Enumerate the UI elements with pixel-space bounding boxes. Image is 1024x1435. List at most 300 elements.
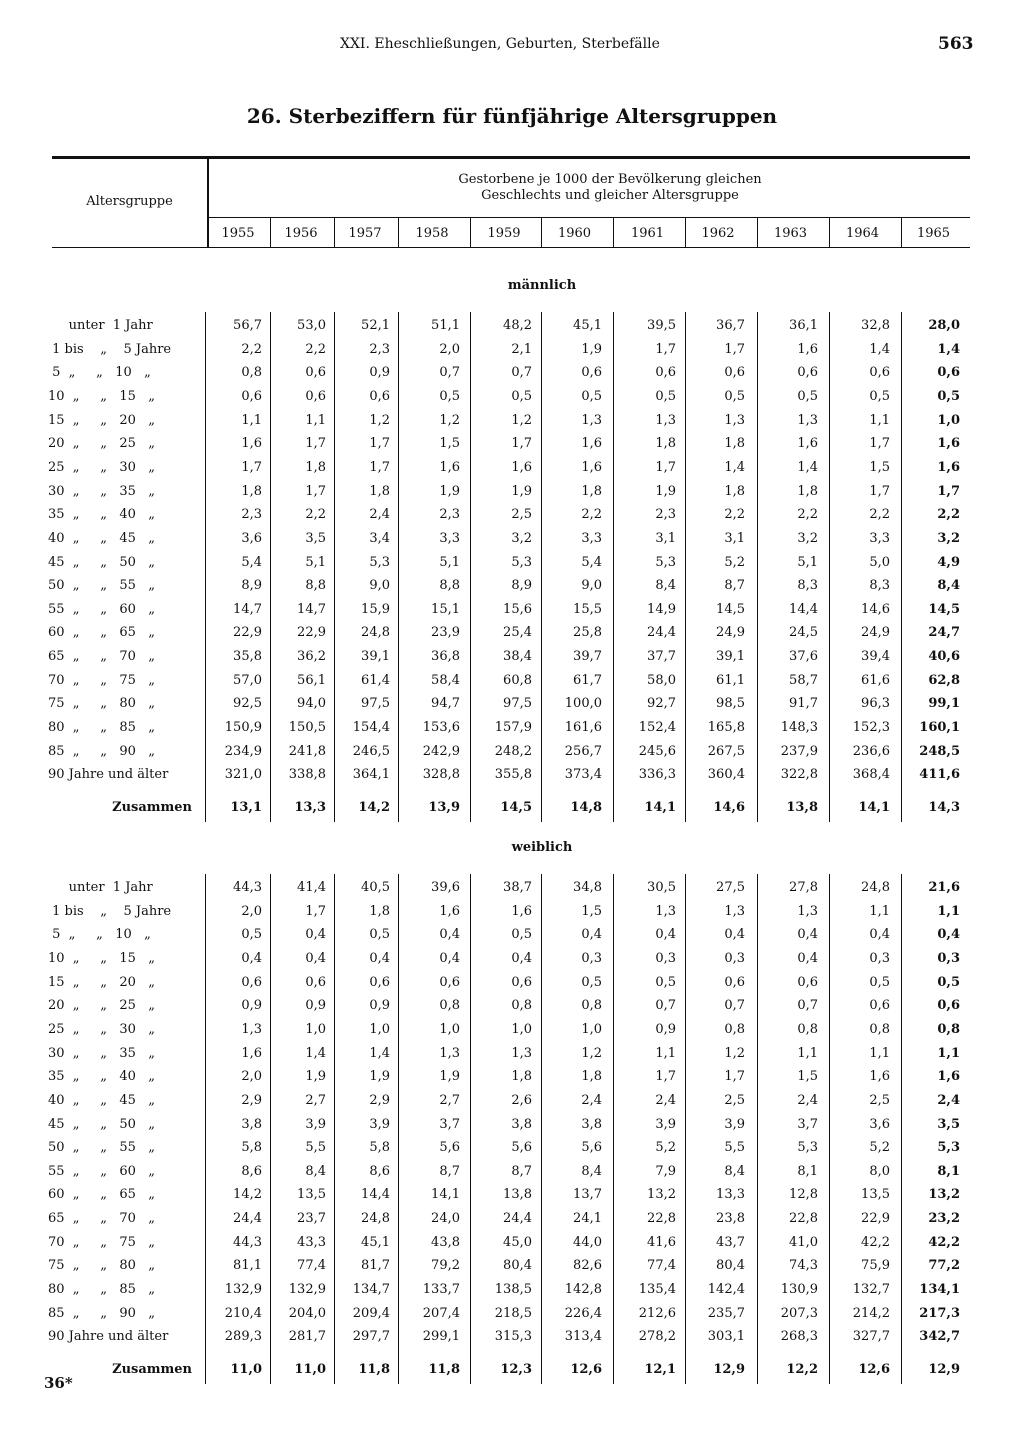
table-row [0, 1069, 1024, 1089]
table-cell: 24,0 [431, 1211, 460, 1227]
total-cell: 12,9 [713, 1362, 745, 1377]
table-cell: 44,3 [233, 1234, 262, 1250]
table-cell: 1,2 [511, 412, 532, 428]
total-cell: 12,3 [500, 1362, 532, 1377]
age-group-label: 30 „ „ 35 „ [48, 483, 156, 499]
table-cell: 1,9 [581, 341, 602, 357]
table-cell: 2,2 [305, 507, 326, 523]
age-group-label: unter 1 Jahr [48, 318, 153, 333]
table-cell: 45,1 [573, 318, 602, 333]
table-cell: 313,4 [564, 1329, 602, 1345]
table-row [0, 625, 1024, 645]
table-cell: 21,6 [928, 880, 960, 895]
table-cell: 1,7 [305, 436, 326, 452]
column-rule [470, 874, 471, 1384]
table-cell: 1,6 [869, 1069, 890, 1085]
table-cell: 1,6 [511, 903, 532, 919]
table-cell: 42,2 [928, 1234, 960, 1250]
table-cell: 4,9 [937, 554, 960, 570]
table-cell: 152,4 [638, 720, 676, 736]
table-cell: 91,7 [789, 696, 818, 712]
column-rule [685, 312, 686, 822]
table-cell: 1,7 [869, 436, 890, 452]
table-cell: 0,6 [724, 365, 745, 381]
age-group-label: 90 Jahre und älter [48, 767, 169, 783]
table-cell: 5,6 [581, 1140, 602, 1156]
age-group-label: 70 „ „ 75 „ [48, 1234, 156, 1250]
table-cell: 0,4 [797, 950, 818, 966]
table-cell: 14,6 [861, 601, 890, 617]
table-cell: 1,0 [511, 1021, 532, 1037]
table-cell: 1,4 [369, 1045, 390, 1061]
table-cell: 134,1 [919, 1282, 960, 1298]
age-group-label: 30 „ „ 35 „ [48, 1045, 156, 1061]
table-row [0, 720, 1024, 740]
column-rule [901, 874, 902, 1384]
table-cell: 1,7 [655, 459, 676, 475]
table-cell: 3,7 [797, 1116, 818, 1132]
table-cell: 2,4 [937, 1092, 960, 1108]
table-cell: 142,4 [707, 1282, 745, 1298]
table-cell: 3,7 [439, 1116, 460, 1132]
table-cell: 24,4 [503, 1211, 532, 1227]
table-cell: 61,4 [361, 672, 390, 688]
table-cell: 2,0 [241, 903, 262, 919]
table-cell: 0,8 [439, 998, 460, 1014]
year-header-1955: 1955 [221, 226, 255, 241]
age-group-label: 60 „ „ 65 „ [48, 625, 156, 641]
table-cell: 0,7 [655, 998, 676, 1014]
table-cell: 22,9 [297, 625, 326, 641]
table-cell: 1,0 [305, 1021, 326, 1037]
total-cell: 11,0 [294, 1362, 326, 1377]
year-header-1965: 1965 [916, 226, 951, 241]
column-rule [270, 312, 271, 822]
table-cell: 8,0 [869, 1163, 890, 1179]
table-cell: 1,1 [869, 903, 890, 919]
table-row [0, 1211, 1024, 1231]
table-cell: 14,5 [716, 601, 745, 617]
table-cell: 150,9 [224, 720, 262, 736]
table-cell: 5,6 [439, 1140, 460, 1156]
table-row [0, 389, 1024, 409]
table-cell: 1,9 [305, 1069, 326, 1085]
table-cell: 1,9 [369, 1069, 390, 1085]
table-cell: 132,9 [288, 1282, 326, 1298]
table-cell: 8,3 [797, 578, 818, 594]
table-cell: 1,2 [581, 1045, 602, 1061]
table-cell: 97,5 [361, 696, 390, 712]
total-cell: 12,9 [928, 1362, 960, 1377]
table-cell: 342,7 [919, 1329, 960, 1345]
table-cell: 0,4 [581, 927, 602, 943]
table-cell: 5,3 [937, 1140, 960, 1156]
table-cell: 0,4 [869, 927, 890, 943]
table-cell: 1,4 [937, 341, 960, 357]
table-row [0, 696, 1024, 716]
table-cell: 45,1 [361, 1234, 390, 1250]
table-row [0, 460, 1024, 480]
table-cell: 32,8 [861, 318, 890, 333]
table-cell: 8,4 [724, 1163, 745, 1179]
column-rule [470, 312, 471, 822]
table-cell: 1,6 [581, 436, 602, 452]
table-cell: 0,6 [581, 365, 602, 381]
table-cell: 0,4 [305, 950, 326, 966]
table-cell: 27,8 [789, 880, 818, 895]
table-cell: 3,6 [241, 530, 262, 546]
table-row [0, 744, 1024, 764]
year-header-1961: 1961 [630, 226, 665, 241]
table-cell: 2,0 [241, 1069, 262, 1085]
table-cell: 0,5 [724, 388, 745, 404]
year-header-1958: 1958 [415, 226, 449, 241]
table-cell: 8,4 [937, 578, 960, 594]
table-row [0, 602, 1024, 622]
table-row [0, 555, 1024, 575]
table-row [0, 365, 1024, 385]
table-cell: 1,7 [511, 436, 532, 452]
table-cell: 1,6 [797, 436, 818, 452]
table-cell: 3,8 [581, 1116, 602, 1132]
age-group-label: 50 „ „ 55 „ [48, 578, 156, 594]
section-label-male: männlich [507, 278, 577, 293]
table-cell: 2,2 [937, 507, 960, 523]
year-separator [757, 218, 758, 247]
header-mid-rule [208, 217, 970, 218]
table-cell: 1,3 [241, 1021, 262, 1037]
table-cell: 14,7 [297, 601, 326, 617]
table-cell: 23,9 [431, 625, 460, 641]
table-cell: 246,5 [352, 743, 390, 759]
table-cell: 1,8 [655, 436, 676, 452]
table-cell: 0,4 [241, 950, 262, 966]
table-cell: 25,4 [503, 625, 532, 641]
age-group-label: 15 „ „ 20 „ [48, 974, 156, 990]
table-cell: 22,9 [233, 625, 262, 641]
age-group-label: 5 „ „ 10 „ [48, 365, 151, 381]
table-cell: 1,6 [241, 1045, 262, 1061]
table-cell: 0,6 [797, 365, 818, 381]
total-cell: 13,3 [294, 800, 326, 815]
table-cell: 1,0 [937, 412, 960, 428]
table-cell: 0,5 [655, 388, 676, 404]
table-cell: 336,3 [638, 767, 676, 783]
table-row [0, 413, 1024, 433]
table-cell: 23,8 [716, 1211, 745, 1227]
table-cell: 24,5 [789, 625, 818, 641]
table-cell: 3,9 [369, 1116, 390, 1132]
total-row [0, 1362, 1024, 1382]
table-cell: 338,8 [288, 767, 326, 783]
table-row [0, 1117, 1024, 1137]
table-cell: 0,5 [581, 388, 602, 404]
table-cell: 1,8 [581, 483, 602, 499]
table-cell: 0,5 [511, 388, 532, 404]
table-cell: 0,4 [797, 927, 818, 943]
chapter-title: XXI. Eheschließungen, Geburten, Sterbefälle [340, 36, 660, 52]
table-cell: 2,5 [724, 1092, 745, 1108]
age-group-label: 80 „ „ 85 „ [48, 1282, 156, 1298]
total-label: Zusammen [112, 800, 192, 815]
table-cell: 3,9 [724, 1116, 745, 1132]
table-cell: 15,1 [431, 601, 460, 617]
table-cell: 24,8 [361, 625, 390, 641]
table-cell: 1,2 [369, 412, 390, 428]
table-cell: 5,0 [869, 554, 890, 570]
table-cell: 138,5 [494, 1282, 532, 1298]
column-rule [334, 312, 335, 822]
table-row [0, 880, 1024, 900]
table-cell: 79,2 [431, 1258, 460, 1274]
table-cell: 1,1 [937, 903, 960, 919]
table-cell: 1,9 [655, 483, 676, 499]
table-cell: 96,3 [861, 696, 890, 712]
year-separator [398, 218, 399, 247]
table-cell: 204,0 [288, 1305, 326, 1321]
table-cell: 207,4 [422, 1305, 460, 1321]
table-cell: 248,5 [919, 743, 960, 759]
total-cell: 11,8 [428, 1362, 460, 1377]
table-cell: 2,1 [511, 341, 532, 357]
table-cell: 1,8 [581, 1069, 602, 1085]
table-cell: 1,7 [369, 459, 390, 475]
total-cell: 12,6 [570, 1362, 602, 1377]
table-cell: 24,4 [647, 625, 676, 641]
year-header-1960: 1960 [557, 226, 592, 241]
table-cell: 2,2 [305, 341, 326, 357]
table-cell: 328,8 [422, 767, 460, 783]
table-cell: 37,6 [789, 649, 818, 665]
table-cell: 80,4 [503, 1258, 532, 1274]
table-cell: 1,5 [797, 1069, 818, 1085]
year-separator [270, 218, 271, 247]
table-row [0, 904, 1024, 924]
table-cell: 77,4 [647, 1258, 676, 1274]
table-cell: 81,1 [233, 1258, 262, 1274]
table-cell: 278,2 [638, 1329, 676, 1345]
table-cell: 0,4 [305, 927, 326, 943]
table-cell: 24,9 [861, 625, 890, 641]
table-cell: 35,8 [233, 649, 262, 665]
table-cell: 36,7 [716, 318, 745, 333]
total-cell: 11,0 [230, 1362, 262, 1377]
table-cell: 98,5 [716, 696, 745, 712]
table-cell: 41,4 [297, 880, 326, 895]
age-group-label: 20 „ „ 25 „ [48, 436, 156, 452]
table-cell: 1,8 [797, 483, 818, 499]
table-cell: 43,3 [297, 1234, 326, 1250]
table-cell: 39,7 [573, 649, 602, 665]
year-separator [470, 218, 471, 247]
table-cell: 2,2 [869, 507, 890, 523]
table-cell: 2,0 [439, 341, 460, 357]
table-cell: 3,3 [581, 530, 602, 546]
table-cell: 0,4 [724, 927, 745, 943]
table-cell: 3,8 [511, 1116, 532, 1132]
table-cell: 0,7 [439, 365, 460, 381]
table-cell: 132,9 [224, 1282, 262, 1298]
table-cell: 209,4 [352, 1305, 390, 1321]
table-cell: 24,1 [573, 1211, 602, 1227]
table-cell: 234,9 [224, 743, 262, 759]
table-cell: 1,3 [797, 903, 818, 919]
table-cell: 2,6 [511, 1092, 532, 1108]
table-cell: 0,5 [581, 974, 602, 990]
table-cell: 0,7 [511, 365, 532, 381]
table-cell: 1,7 [869, 483, 890, 499]
table-cell: 0,5 [797, 388, 818, 404]
table-cell: 80,4 [716, 1258, 745, 1274]
table-cell: 1,1 [797, 1045, 818, 1061]
column-rule [398, 874, 399, 1384]
table-cell: 0,5 [439, 388, 460, 404]
table-cell: 0,8 [724, 1021, 745, 1037]
table-cell: 61,6 [861, 672, 890, 688]
age-group-label: 75 „ „ 80 „ [48, 1258, 156, 1274]
year-header-1957: 1957 [348, 226, 382, 241]
table-cell: 2,5 [869, 1092, 890, 1108]
table-cell: 2,2 [241, 341, 262, 357]
table-cell: 0,4 [511, 950, 532, 966]
table-cell: 315,3 [494, 1329, 532, 1345]
age-group-label: 65 „ „ 70 „ [48, 649, 156, 665]
year-separator [829, 218, 830, 247]
table-cell: 60,8 [503, 672, 532, 688]
top-rule [52, 156, 970, 159]
table-cell: 0,6 [305, 365, 326, 381]
table-cell: 268,3 [780, 1329, 818, 1345]
table-row [0, 1022, 1024, 1042]
table-cell: 245,6 [638, 743, 676, 759]
age-group-label: 75 „ „ 80 „ [48, 696, 156, 712]
table-cell: 142,8 [564, 1282, 602, 1298]
table-cell: 92,5 [233, 696, 262, 712]
table-cell: 1,4 [797, 459, 818, 475]
table-cell: 1,6 [937, 436, 960, 452]
table-cell: 22,8 [789, 1211, 818, 1227]
table-row [0, 1306, 1024, 1326]
table-row [0, 1187, 1024, 1207]
age-group-label: 35 „ „ 40 „ [48, 507, 156, 523]
table-cell: 281,7 [288, 1329, 326, 1345]
table-cell: 1,5 [869, 459, 890, 475]
table-cell: 321,0 [224, 767, 262, 783]
table-cell: 0,4 [655, 927, 676, 943]
section-label-female: weiblich [511, 840, 573, 855]
table-cell: 12,8 [789, 1187, 818, 1203]
table-cell: 1,2 [439, 412, 460, 428]
table-cell: 1,9 [439, 483, 460, 499]
table-cell: 0,8 [511, 998, 532, 1014]
age-group-label: 50 „ „ 55 „ [48, 1140, 156, 1156]
table-cell: 15,5 [573, 601, 602, 617]
table-row [0, 951, 1024, 971]
total-cell: 13,8 [786, 800, 818, 815]
table-cell: 97,5 [503, 696, 532, 712]
table-cell: 2,9 [369, 1092, 390, 1108]
table-cell: 0,5 [241, 927, 262, 943]
table-cell: 92,7 [647, 696, 676, 712]
table-cell: 5,2 [869, 1140, 890, 1156]
table-cell: 22,9 [861, 1211, 890, 1227]
table-cell: 5,1 [797, 554, 818, 570]
table-cell: 5,3 [655, 554, 676, 570]
column-rule [613, 874, 614, 1384]
age-group-label: 90 Jahre und älter [48, 1329, 169, 1345]
age-group-label: 25 „ „ 30 „ [48, 1021, 156, 1037]
table-row [0, 318, 1024, 338]
table-cell: 1,3 [724, 903, 745, 919]
page-number: 563 [938, 34, 974, 54]
table-cell: 2,2 [724, 507, 745, 523]
table-cell: 0,4 [937, 927, 960, 943]
table-cell: 1,8 [724, 436, 745, 452]
table-cell: 256,7 [564, 743, 602, 759]
column-rule [613, 312, 614, 822]
table-cell: 1,1 [937, 1045, 960, 1061]
column-rule [541, 312, 542, 822]
table-cell: 355,8 [494, 767, 532, 783]
table-cell: 3,6 [869, 1116, 890, 1132]
table-cell: 62,8 [928, 672, 960, 688]
table-row [0, 767, 1024, 787]
table-cell: 2,7 [439, 1092, 460, 1108]
table-cell: 1,8 [724, 483, 745, 499]
table-cell: 37,7 [647, 649, 676, 665]
table-cell: 2,2 [797, 507, 818, 523]
table-cell: 75,9 [861, 1258, 890, 1274]
table-row [0, 531, 1024, 551]
table-cell: 1,7 [305, 483, 326, 499]
table-cell: 1,6 [241, 436, 262, 452]
table-cell: 1,8 [241, 483, 262, 499]
table-cell: 1,5 [581, 903, 602, 919]
age-group-label: 20 „ „ 25 „ [48, 998, 156, 1014]
table-cell: 39,1 [716, 649, 745, 665]
table-cell: 1,3 [724, 412, 745, 428]
table-cell: 48,2 [503, 318, 532, 333]
table-cell: 0,3 [937, 950, 960, 966]
age-group-label: 85 „ „ 90 „ [48, 1305, 156, 1321]
table-cell: 134,7 [352, 1282, 390, 1298]
table-cell: 3,2 [511, 530, 532, 546]
table-row [0, 436, 1024, 456]
table-cell: 3,9 [655, 1116, 676, 1132]
table-cell: 152,3 [852, 720, 890, 736]
table-cell: 24,8 [861, 880, 890, 895]
table-row [0, 1046, 1024, 1066]
total-cell: 14,1 [858, 800, 890, 815]
table-cell: 0,6 [241, 388, 262, 404]
table-cell: 56,7 [233, 318, 262, 333]
table-cell: 1,7 [724, 341, 745, 357]
table-cell: 0,6 [369, 974, 390, 990]
table-cell: 0,6 [797, 974, 818, 990]
table-cell: 2,3 [655, 507, 676, 523]
table-cell: 22,8 [647, 1211, 676, 1227]
table-cell: 0,6 [241, 974, 262, 990]
table-cell: 8,7 [724, 578, 745, 594]
table-cell: 13,5 [297, 1187, 326, 1203]
table-cell: 30,5 [647, 880, 676, 895]
table-cell: 1,6 [581, 459, 602, 475]
age-group-label: 60 „ „ 65 „ [48, 1187, 156, 1203]
table-cell: 58,0 [647, 672, 676, 688]
total-cell: 12,6 [858, 1362, 890, 1377]
table-cell: 248,2 [494, 743, 532, 759]
total-cell: 14,5 [500, 800, 532, 815]
